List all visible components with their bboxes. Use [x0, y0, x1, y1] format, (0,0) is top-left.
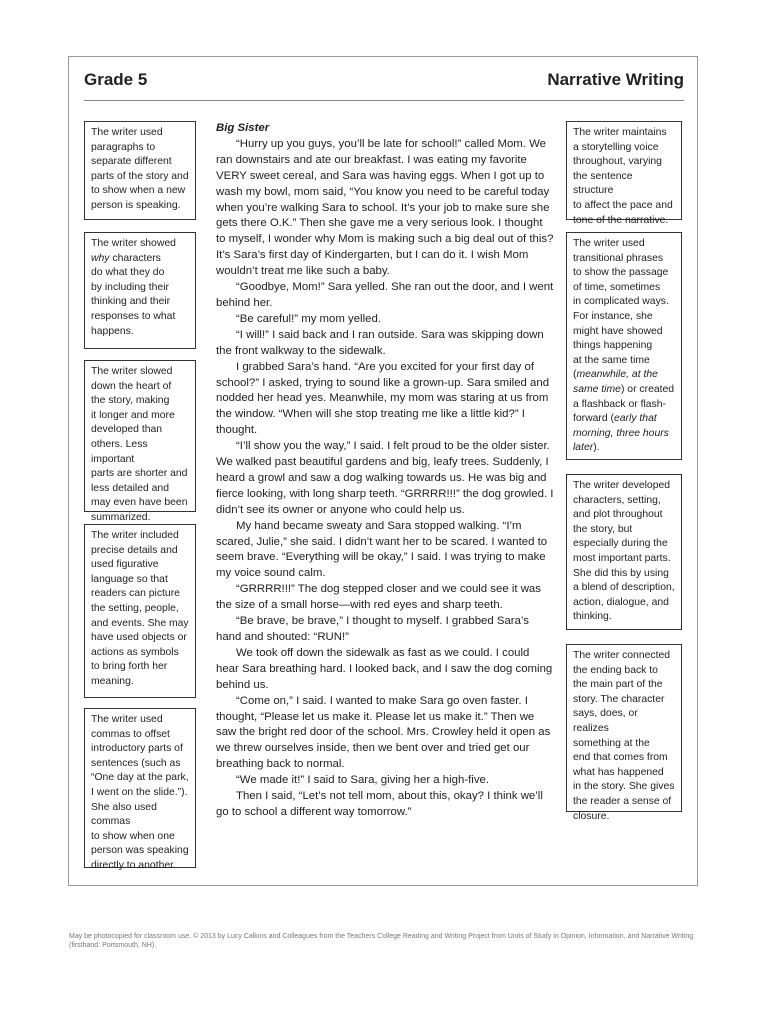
story-paragraph: My hand became sweaty and Sara stopped walking. “I’m scared, Julie,” she said. I didn’t want her to be scared. I wanted to seem brave. “Everything will be okay,” I said. I was trying to make my voice sound calm. — [216, 519, 548, 580]
left-note-paragraphs: The writer used paragraphs to separate different parts of the story and to show when a new person is speaking. — [84, 121, 196, 220]
story-paragraph: “We made it!” I said to Sara, giving her a high-five. — [236, 774, 490, 787]
left-note-commas: The writer used commas to offset introductory parts of sentences (such as “One day at the park, I went on the slide.”). She also used commas to show when one person was speaking directly to another. — [84, 708, 196, 868]
left-note-slowed-down: The writer slowed down the heart of the story, making it longer and more developed than others. Less important parts are shorter and less detailed and may even have been summarized. — [84, 360, 196, 512]
story-body — [216, 121, 554, 821]
genre-heading: Narrative Writing — [547, 70, 684, 89]
story-paragraph: “Hurry up you guys, you’ll be late for school!” called Mom. We ran downstairs and ate our breakfast. I was eating my favorite VERY sweet cereal, and Sara was having eggs. When I got up to wash my bowl, mom said, “You know you need to be careful today when you’re walking Sara to school. It’s your job to make sure she gets there O.K.” Then she gave me a very serious look. I thought to myself, I wonder why Mom is making such a big deal out of this? It’s Sara’s first day of Kindergarten, but I can do it. I wish Mom wouldn’t treat me like such a baby. — [216, 137, 554, 278]
left-note-why-characters: The writer showed why characters do what they do by including their thinking and their responses to what happens. — [84, 232, 196, 349]
story-paragraph: “Be careful!” my mom yelled. — [236, 312, 381, 325]
header-rule — [84, 100, 684, 101]
story-paragraph: “I’ll show you the way,” I said. I felt proud to be the older sister. We walked past beautiful gardens and big, leafy trees. Suddenly, I heard a growl and saw a dog walking towards us. He was big and fierce looking, with long sharp teeth. “GRRRR!!!” the dog growled. I didn’t see its owner or anyone who could help us. — [216, 440, 554, 516]
right-note-transitions: The writer used transitional phrases to show the passage of time, sometimes in complicated ways. For instance, she might have showed things happening at the same time (meanwhile, at the same time) or created a flashback or flash- forward (early that morning, three hours later). — [566, 232, 682, 460]
story-paragraph: “Be brave, be brave,” I thought to myself. I grabbed Sara’s hand and shouted: “RUN!” — [216, 615, 529, 643]
story-paragraph: “Come on,” I said. I wanted to make Sara go oven faster. I thought, “Please let us make it. Please let us make it.” Then we saw the bright red door of the school. Mrs. Crowley held it open as we threw ourselves inside, then we bent over and tried get our breathing back to normal. — [216, 694, 551, 771]
story-paragraph: “GRRRR!!!” The dog stepped closer and we could see it was the size of a small horse—with red eyes and sharp teeth. — [216, 583, 541, 612]
story-paragraph: “I will!” I said back and I ran outside. Sara was skipping down the front walkway to the sidewalk. — [216, 328, 544, 357]
right-note-voice: The writer maintains a storytelling voice throughout, varying the sentence structure to affect the pace and tone of the narrative. — [566, 121, 682, 220]
copyright-footer: May be photocopied for classroom use. © 2013 by Lucy Calkins and Colleagues from the Teachers College Reading and Writing Project from Units of Study in Opinion, Information, and Narrative Writing (firsthand: Portsmouth, NH). — [69, 933, 694, 949]
right-note-ending: The writer connected the ending back to the main part of the story. The character says, does, or realizes something at the end that comes from what has happened in the story. She gives the reader a sense of closure. — [566, 644, 682, 812]
story-title: Big Sister — [216, 122, 270, 134]
story-paragraph: I grabbed Sara’s hand. “Are you excited for your first day of school?” I asked, trying to sound like a grown-up. Sara smiled and nodded her head yes. Meanwhile, my mom was staring at us from the window. “When will she stop treating me like a little kid?” I thought. — [216, 360, 550, 437]
left-note-precise-details: The writer included precise details and used figurative language so that readers can picture the setting, people, and events. She may have used objects or actions as symbols to bring forth her meaning. — [84, 524, 196, 698]
story-paragraph: We took off down the sidewalk as fast as we could. I could hear Sara breathing hard. I looked back, and I saw the dog coming behind us. — [216, 646, 553, 691]
right-note-development: The writer developed characters, setting, and plot throughout the story, but especially during the most important parts. She did this by using a blend of description, action, dialogue, and thinking. — [566, 474, 682, 630]
story-paragraph: “Goodbye, Mom!” Sara yelled. She ran out the door, and I went behind her. — [216, 281, 554, 309]
grade-heading: Grade 5 — [84, 70, 148, 89]
story-paragraph: Then I said, “Let’s not tell mom, about this, okay? I think we’ll go to school a different way tomorrow.” — [216, 790, 543, 818]
